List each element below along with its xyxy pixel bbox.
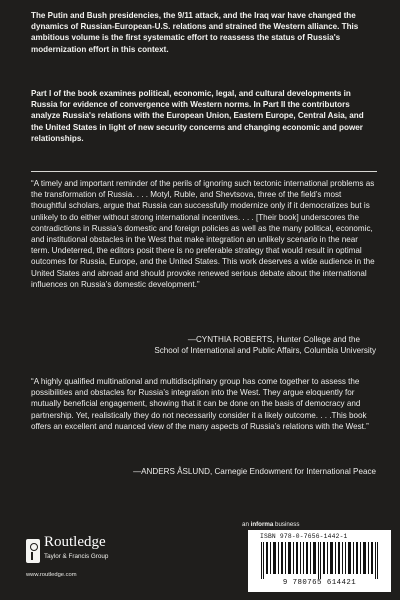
review-attribution-1-line-2: School of International and Public Affairs, Columbia University: [154, 346, 376, 355]
publisher-group: Taylor & Francis Group: [44, 553, 109, 560]
publisher-name: Routledge: [44, 534, 106, 550]
intro-paragraph-1: The Putin and Bush presidencies, the 9/11 attack, and the Iraq war have changed the dynamics of Russian-European-U.S. relations and strained the Western alliance. This ambitious volume is the first systematic effort to reassess the status of Russia's modernization effort in this context.: [31, 11, 359, 54]
business-tag-name: informa: [250, 521, 274, 528]
barcode-box: [248, 530, 391, 592]
review-quote-1: “A timely and important reminder of the perils of ignoring such tectonic international problems as the transformation of Russia. . . . Motyl, Ruble, and Shevtsova, three of the field’s most thoughtful scholars, argue that Russia can successfully modernize only if it democratizes but is unlikely to do either without strong international incentives. . . . [Their book] underscores the contradictions in Russia’s domestic and foreign policies as well as the many political, economic, and institutional obstacles in the West that make integration an unlikely scenario in the near term. Undeterred, the editors posit there is no preferable strategy that would result in optimal outcomes for Russia, Europe, and the United States. This work deserves a wide audience in the United States and abroad and should provoke renewed serious debate about the international influences on Russia’s domestic development.”: [31, 179, 375, 289]
review-quote-2: “A highly qualified multinational and multidisciplinary group has come together to assess the possibilities and obstacles for Russia’s integration into the West. They argue eloquently for mutually beneficial engagement, showing that it can be done on the basis of democracy and partnership. Yet, realistically they do not necessarily consider it a likely outcome. . . .This book offers an excellent and nuanced view of the many aspects of Russia’s relations with the West.”: [31, 377, 369, 431]
business-tag-suffix: business: [273, 521, 300, 528]
barcode-icon: [260, 542, 381, 579]
isbn-label: ISBN 978-0-7656-1442-1: [260, 533, 348, 540]
informa-business-tag: [242, 521, 299, 529]
review-attribution-1-line-1: —CYNTHIA ROBERTS, Hunter College and the: [187, 335, 360, 344]
business-tag-prefix: an: [242, 521, 251, 528]
section-divider: [31, 171, 377, 172]
routledge-logo-icon: [26, 539, 40, 563]
review-attribution-2: —ANDERS ÅSLUND, Carnegie Endowment for International Peace: [133, 467, 376, 476]
publisher-block: [26, 527, 156, 587]
publisher-website: www.routledge.com: [26, 572, 77, 578]
barcode-digits: 9 780765 614421: [282, 579, 357, 587]
intro-paragraph-2: Part I of the book examines political, economic, legal, and cultural developments in Russia for evidence of convergence with Western norms. In Part II the contributors analyze Russia's relations with the European Union, Eastern Europe, Central Asia, and the United States in light of new security concerns and changing economic and power relationships.: [31, 89, 364, 143]
